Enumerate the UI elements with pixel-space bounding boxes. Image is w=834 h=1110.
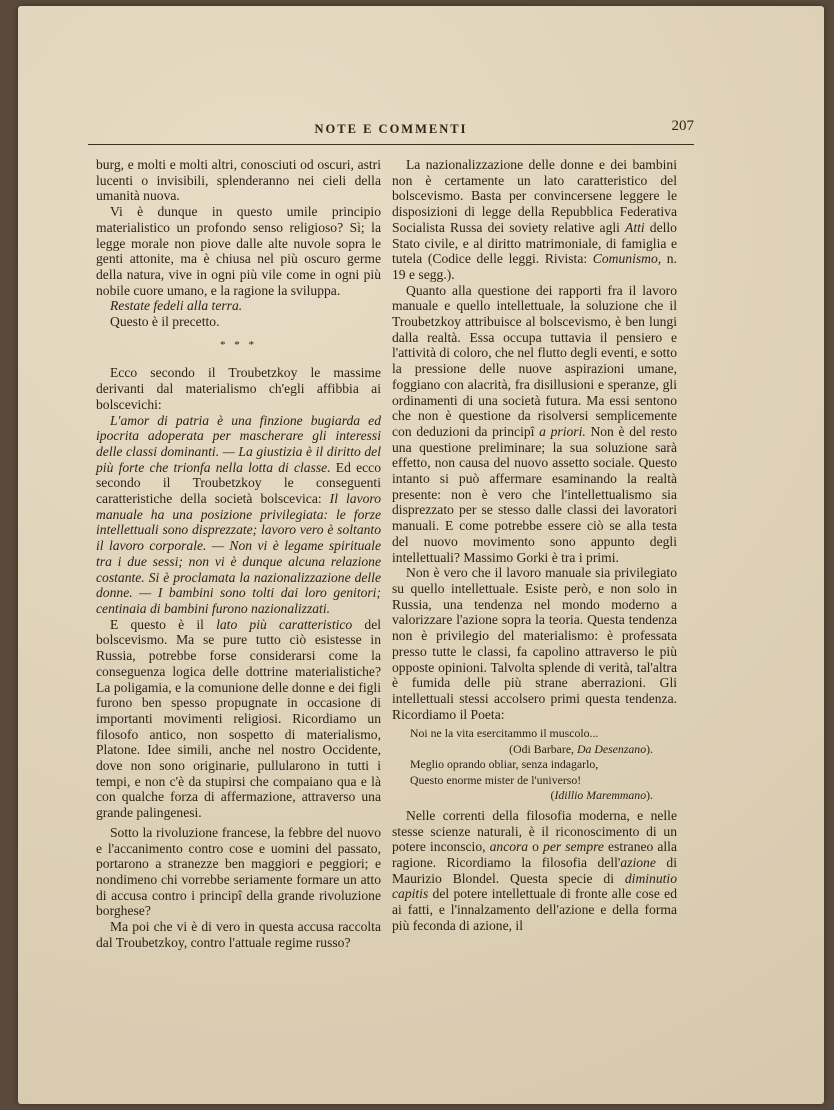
text: E questo è il — [110, 616, 217, 632]
text: dello Stato civile, e al diritto matrimoniale, di famiglia e tutela (Codice delle leggi. Rivista: — [392, 219, 677, 267]
poem-source-text: ). — [646, 788, 653, 803]
paragraph: Ma poi che vi è di vero in questa accusa raccolta dal Troubetzkoy, contro l'attuale regime russo? — [96, 919, 381, 950]
poem-source-text: ). — [646, 741, 653, 756]
text: La nazionalizzazione delle donne e dei bambini non è certamente un lato caratteristico del bolscevismo. Basta per convincersene leggere le disposizioni di legge della Repubblica Federativa Socialista Russa dei soviety relative agli — [392, 157, 677, 235]
running-header — [88, 116, 694, 146]
paragraph: Non è vero che il lavoro manuale sia privilegiato su quello intellettuale. Esiste però, e non solo in Russia, una tendenza nel mondo moderno a valorizzare l'azione sopra la teoria. Questa tendenza non è privilegio del materialismo: è professata presso tutte le classi, fa capolino attraverso le più opposte opinioni. Talvolta splende di verità, tal'altra è fumida delle più strane aberrazioni. Gli intellettuali stessi accolsero primi questa tendenza. Ricordiamo il Poeta: — [392, 565, 677, 722]
section-break: * * * — [220, 338, 257, 351]
poem-source — [392, 742, 677, 758]
poem-line: Meglio oprando obliar, senza indagarlo, — [410, 757, 599, 772]
text: di Maurizio Blondel. Questa specie di — [392, 854, 677, 886]
paragraph: Questo è il precetto. — [110, 314, 220, 330]
poem-source-title: Da Desenzano — [576, 741, 647, 756]
text: del bolscevismo. Ma se pure tutto ciò esistesse in Russia, potrebbe forse considerarsi come la conseguenza logica delle dottrine materialistiche? La poligamia, e la comunione delle donne e dei figli furono ben spesso propugnate in occasione di importanti movimenti religiosi. Ricordiamo un filosofo antico, non sospetto di materialismo, Platone. Idee simili, anche nel nostro Occidente, dove non sono originarie, pullularono in tutti i tempi, e non c'è da stupirsi che compaiano qua e là con qualche forza di affermazione, attraverso una grande palingenesi. — [96, 616, 382, 821]
italic-text: L'amor di patria è una finzione bugiarda ed ipocrita adoperata per mascherare gli interessi delle classi dominanti. — La giustizia è il diritto del più forte che trionfa nella lotta di classe. — [96, 412, 381, 475]
italic-text: Comunismo, — [592, 251, 662, 267]
text: Ed ecco secondo il Troubetzkoy le conseguenti caratteristiche della società bolscevica: — [96, 459, 382, 507]
poem-line: Questo enorme mister de l'universo! — [410, 772, 582, 787]
italic-text: a priori. — [539, 423, 586, 439]
poem-source-title: Idillio Maremmano — [554, 788, 647, 803]
paragraph — [96, 617, 381, 821]
page-number: 207 — [671, 118, 694, 134]
poem-line: Noi ne la vita esercitammo il muscolo... — [410, 726, 599, 741]
right-column — [392, 157, 677, 933]
poem-source-text: ( — [550, 788, 555, 803]
paragraph: Vi è dunque in questo umile principio materialistico un profondo senso religioso? Sì; la legge morale non piove dalle alte nuvole sopra le genti attonite, ma è chiusa nel più oscuro germe della natura, vive in ogni più vile come in ogni più nobile cuore umano, e la ragione la sviluppa. — [96, 204, 381, 298]
paragraph — [392, 283, 677, 566]
poem-quote — [392, 726, 677, 804]
italic-text: lato più caratteristico — [216, 616, 353, 632]
italic-text: Atti — [625, 219, 645, 235]
paragraph: burg, e molti e molti altri, conosciuti od oscuri, astri lucenti o invisibili, splenderanno nei cieli della umanità nuova. — [96, 157, 381, 204]
italic-text: azione — [620, 854, 656, 870]
paragraph — [96, 413, 381, 617]
paragraph — [96, 298, 381, 314]
text: Non è del resto una questione preliminare; la sua soluzione sarà effetto, non causa del nuovo assetto sociale. Questo intanto si può affermare esaminando la realtà presente: non è vero che l'intellettualismo sia disprezzato per se stesso dalle classi dei lavoratori manuali. E come potrebbe essere ciò se alla testa del nuovo movimento sono appunto degli intellettuali? Massimo Gorki è tra i primi. — [392, 423, 677, 565]
paragraph — [392, 157, 677, 283]
running-title: NOTE E COMMENTI — [314, 122, 468, 136]
poem-source — [392, 788, 677, 804]
text: o — [528, 839, 544, 855]
italic-text: Il lavoro manuale ha una posizione privilegiata: le forze intellettuali sono disprezzate; lavoro vero è soltanto il lavoro corporale. — Non vi è legame spirituale tra i due sessi; non vi è dunque alcuna relazione costante. Si è proclamata la nazionalizzazione delle donne. — I bambini sono tolti dai loro genitori; centinaia di bambini furono nazionalizzati. — [96, 491, 381, 616]
left-column — [96, 157, 381, 950]
text: del potere intellettuale di fronte alle cose ed ai fatti, e l'innalzamento dell'azione e della forma più feconda di azione, il — [392, 886, 677, 933]
italic-text: ancora — [489, 839, 529, 855]
italic-text: per sempre — [543, 839, 604, 855]
text: n. 19 e segg.). — [392, 251, 678, 282]
italic-text: diminutio capitis — [392, 870, 677, 902]
text: Nelle correnti della filosofia moderna, e nelle stesse scienze naturali, è il riconoscimento di un potere inconscio, — [392, 807, 677, 855]
poem-source-text: (Odi Barbare, — [509, 741, 577, 756]
paragraph — [392, 808, 677, 934]
italic-text: Restate fedeli alla terra. — [110, 298, 243, 314]
text: Quanto alla questione dei rapporti fra il lavoro manuale e quello intellettuale, la soluzione che il Troubetzkoy attribuisce al bolscevismo, è ben lungi dalla realtà. Essa occupa tuttavia il pensiero e l'attività di coloro, che nel flutto degli eventi, e sotto la pressione delle nuove aspirazioni umane, foggiano con alacrità, fra disillusioni e speranze, gli ordinamenti di una società futura. Ma essi sentono che non è questione da risolversi semplicemente con deduzioni da principî — [392, 282, 677, 439]
paragraph: Sotto la rivoluzione francese, la febbre del nuovo e l'accanimento contro cose e uomini del passato, portarono a stranezze ben maggiori e peggiori; e nondimeno chi vorrebbe seriamente formare un atto di accusa contro i principî della grande rivoluzione borghese? — [96, 824, 381, 919]
paragraph: Ecco secondo il Troubetzkoy le massime derivanti dal materialismo ch'egli affibbia ai bolscevichi: — [96, 365, 381, 412]
header-rule — [88, 144, 694, 145]
text: estraneo alla ragione. Ricordiamo la filosofia dell' — [392, 839, 677, 870]
